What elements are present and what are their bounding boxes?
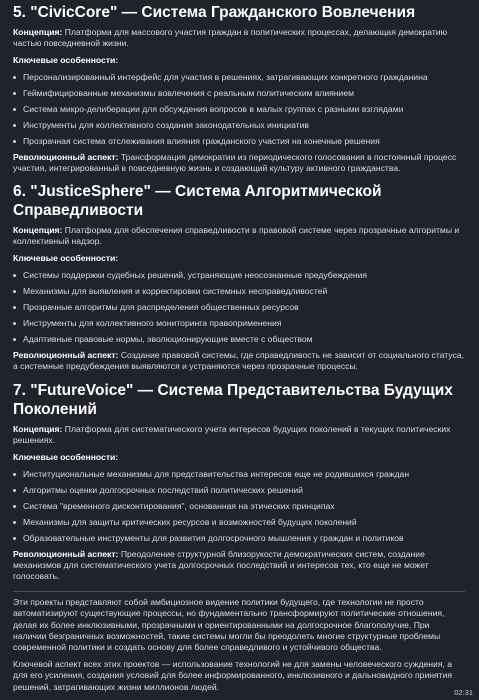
list-item-text: Системы поддержки судебных решений, устраняющие неосознанные предубеждения	[23, 269, 368, 280]
list-item-text: Механизмы для выявления и корректировки системных несправедливостей	[23, 285, 328, 296]
summary-paragraph: Эти проекты представляют собой амбициозное видение политики будущего, где технологии не просто автоматизируют существующие процессы, но фундаментально трансформируют политические отношения, делая их более инклюзивными, прозрачными и ориентированными на долгосрочное благополучие. При наличии безграничных возможностей, такие системы могли бы преодолеть многие структурные проблемы современной политики и создать основу для более справедливого и устойчивого общества.	[13, 597, 445, 653]
summary-paragraph: Ключевой аспект всех этих проектов — использование технологий не для замены человеческого суждения, а для его усиления, создания условий для более информированного, инклюзивного и дальновидного принятия решений, затрагивающих жизни миллионов людей.	[13, 659, 453, 692]
list-item	[13, 517, 465, 528]
concept-paragraph	[13, 225, 465, 247]
section-futurevoice	[13, 381, 465, 582]
concept-label: Концепция:	[13, 424, 63, 435]
bullet-icon	[13, 76, 16, 79]
list-item-text: Персонализированный интерфейс для участия в решениях, затрагивающих конкретного гражданина	[23, 71, 428, 82]
concept-label: Концепция:	[13, 225, 63, 236]
section-justicesphere	[13, 182, 465, 372]
divider	[13, 591, 465, 592]
list-item-text: Инструменты для коллективного создания законодательных инициатив	[23, 119, 309, 130]
bullet-icon	[13, 521, 16, 524]
list-item	[13, 120, 465, 131]
features-list	[13, 72, 465, 147]
list-item	[13, 485, 465, 496]
bullet-icon	[13, 92, 16, 95]
concept-paragraph	[13, 424, 465, 446]
bullet-icon	[13, 338, 16, 341]
section-title: 5. "CivicCore" — Система Гражданского Вовлечения	[13, 4, 416, 21]
concept-paragraph	[13, 27, 465, 49]
list-item-text: Система микро-делиберации для обсуждения вопросов в малых группах с разными взглядами	[23, 103, 404, 114]
bullet-icon	[13, 274, 16, 277]
bullet-icon	[13, 473, 16, 476]
concept-text: Платформа для обеспечения справедливости в правовой системе через прозрачные алгоритмы и коллективный надзор.	[13, 225, 460, 247]
list-item	[13, 533, 465, 544]
list-item-text: Институциональные механизмы для представительства интересов еще не родившихся граждан	[23, 468, 410, 479]
bullet-icon	[13, 124, 16, 127]
list-item	[13, 72, 465, 83]
bullet-icon	[13, 140, 16, 143]
list-item	[13, 469, 465, 480]
aspect-text: Создание правовой системы, где справедливость не зависит от социального статуса, а системные предубеждения выявляются и устраняются через прозрачные процессы.	[13, 349, 464, 371]
list-item-text: Прозрачные алгоритмы для распределения общественных ресурсов	[23, 301, 299, 312]
chat-response	[13, 0, 465, 693]
features-heading: Ключевые особенности:	[13, 55, 119, 66]
list-item-text: Геймифицированные механизмы вовлечения с реальным политическим влиянием	[23, 87, 355, 98]
concept-text: Платформа для массового участия граждан в политических процессах, делающая демократию частью повседневной жизни.	[13, 27, 448, 49]
aspect-label: Революционный аспект:	[13, 151, 119, 162]
list-item-text: Механизмы для защиты критических ресурсов и возможностей будущих поколений	[23, 516, 357, 527]
features-heading: Ключевые особенности:	[13, 452, 119, 463]
bullet-icon	[13, 505, 16, 508]
list-item	[13, 104, 465, 115]
aspect-paragraph	[13, 152, 465, 174]
list-item-text: Прозрачная система отслеживания влияния гражданского участия на конечные решения	[23, 135, 380, 146]
aspect-paragraph	[13, 350, 465, 372]
list-item	[13, 501, 465, 512]
section-civiccore	[13, 3, 465, 174]
aspect-text: Преодоление структурной близорукости демократических систем, создание механизмов для систематического учета долгосрочных последствий и интересов тех, кто еще не может голосовать.	[13, 548, 429, 582]
list-item-text: Адаптивные правовые нормы, эволюционирующие вместе с обществом	[23, 333, 313, 344]
clock-time: 02:31	[454, 688, 473, 697]
aspect-label: Революционный аспект:	[13, 349, 119, 360]
list-item	[13, 88, 465, 99]
list-item-text: Инструменты для коллективного мониторинга правоприменения	[23, 317, 282, 328]
list-item	[13, 270, 465, 281]
list-item	[13, 136, 465, 147]
list-item-text: Образовательные инструменты для развития долгосрочного мышления у граждан и политиков	[23, 532, 404, 543]
concept-label: Концепция:	[13, 27, 63, 37]
features-list	[13, 270, 465, 345]
bullet-icon	[13, 108, 16, 111]
list-item	[13, 286, 465, 297]
list-item	[13, 318, 465, 329]
aspect-paragraph	[13, 549, 465, 583]
features-list	[13, 469, 465, 544]
concept-text: Платформа для систематического учета интересов будущих поколений в текущих политических решениях.	[13, 424, 451, 446]
bullet-icon	[13, 489, 16, 492]
bullet-icon	[13, 306, 16, 309]
bullet-icon	[13, 537, 16, 540]
aspect-text: Трансформация демократии из периодического голосования в постоянный процесс участия, интегрированный в повседневную жизнь и создающий культуру активного гражданства.	[13, 151, 457, 173]
bullet-icon	[13, 322, 16, 325]
section-title: 6. "JusticeSphere" — Система Алгоритмической Справедливости	[13, 183, 382, 220]
bullet-icon	[13, 290, 16, 293]
aspect-label: Революционный аспект:	[13, 548, 119, 559]
list-item-text: Алгоритмы оценки долгосрочных последствий политических решений	[23, 484, 303, 495]
section-title: 7. "FutureVoice" — Система Представительства Будущих Поколений	[13, 382, 453, 419]
list-item-text: Система "временного дисконтирования", основанная на этических принципах	[23, 500, 335, 511]
list-item	[13, 302, 465, 313]
list-item	[13, 334, 465, 345]
features-heading: Ключевые особенности:	[13, 253, 119, 264]
